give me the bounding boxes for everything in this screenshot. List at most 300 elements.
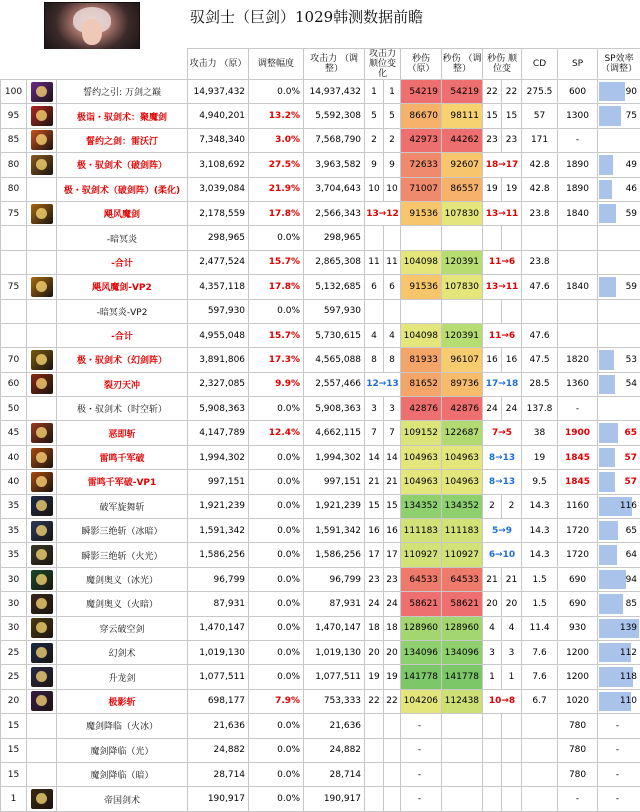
dps-orig-cell — [401, 299, 442, 323]
adjust-cell: 0.0% — [249, 80, 304, 104]
cd-cell: 47.5 — [522, 348, 558, 372]
sp-eff-value: 59 — [626, 209, 637, 219]
dps-rank-adj: 2 — [502, 494, 522, 518]
skill-icon-cell — [27, 275, 57, 299]
table-row — [1, 543, 640, 567]
sp-cell: 1820 — [558, 348, 598, 372]
skill-name: 魔剑奥义（冰光） — [57, 567, 188, 591]
atk-orig-cell: 597,930 — [188, 299, 249, 323]
sp-eff-bar — [599, 472, 615, 491]
dps-rank-orig — [483, 226, 502, 250]
dps-rank-adj: 16 — [502, 348, 522, 372]
skill-name: 雷鸣千军破-VP1 — [57, 470, 188, 494]
skill-icon-cell — [27, 372, 57, 396]
atk-rank-orig: 20 — [365, 640, 384, 664]
atk-orig-cell: 21,636 — [188, 714, 249, 738]
atk-rank-adj: 8 — [384, 348, 401, 372]
dps-rank-orig: 1 — [483, 665, 502, 689]
skill-name: 魔剑降临（火冰） — [57, 714, 188, 738]
level-cell: 35 — [1, 494, 27, 518]
skill-icon-cell — [27, 787, 57, 811]
atk-orig-cell: 4,147,789 — [188, 421, 249, 445]
atk-rank-orig: 10 — [365, 177, 384, 201]
skill-icon-cell — [27, 299, 57, 323]
dps-orig-cell: 81933 — [401, 348, 442, 372]
sp-eff-bar — [599, 155, 613, 174]
sp-eff-cell — [598, 201, 640, 225]
table-row — [1, 397, 640, 421]
table-row — [1, 445, 640, 469]
dps-adj-cell: 54219 — [442, 80, 483, 104]
atk-rank-orig — [365, 762, 384, 786]
sp-eff-cell — [598, 104, 640, 128]
dps-orig-cell: 104098 — [401, 250, 442, 274]
table-row — [1, 738, 640, 762]
level-cell: 60 — [1, 372, 27, 396]
skill-icon-cell — [27, 519, 57, 543]
atk-orig-cell: 1,591,342 — [188, 519, 249, 543]
skill-icon — [31, 643, 53, 663]
atk-rank-orig: 24 — [365, 592, 384, 616]
dps-rank-orig: 21 — [483, 567, 502, 591]
skill-name: 极影斩 — [57, 689, 188, 713]
sp-eff-cell — [598, 665, 640, 689]
dps-adj-cell — [442, 787, 483, 811]
dps-rank-adj: 19 — [502, 177, 522, 201]
dps-rank-adj — [502, 299, 522, 323]
adjust-cell: 0.0% — [249, 787, 304, 811]
sp-eff-bar — [599, 570, 626, 589]
dps-rank-orig: 16 — [483, 348, 502, 372]
atk-rank-adj: 7 — [384, 421, 401, 445]
skill-name: 极・驭剑术（破剑阵） — [57, 153, 188, 177]
sp-cell: - — [558, 397, 598, 421]
dps-adj-cell — [442, 226, 483, 250]
sp-eff-value: 57 — [625, 477, 638, 487]
cd-cell: 38 — [522, 421, 558, 445]
atk-rank-adj: 6 — [384, 275, 401, 299]
level-cell: 15 — [1, 738, 27, 762]
table-row — [1, 640, 640, 664]
dps-rank-orig: 3 — [483, 640, 502, 664]
atk-adj-cell: 1,994,302 — [304, 445, 365, 469]
dps-rank-change: 8→13 — [483, 445, 522, 469]
skill-icon — [31, 789, 53, 809]
dps-adj-cell: 112438 — [442, 689, 483, 713]
table-row — [1, 153, 640, 177]
dps-rank-adj: 20 — [502, 592, 522, 616]
atk-rank-adj: 16 — [384, 519, 401, 543]
atk-rank-adj — [384, 714, 401, 738]
cd-cell: 137.8 — [522, 397, 558, 421]
atk-adj-cell: 28,714 — [304, 762, 365, 786]
atk-rank-adj — [384, 762, 401, 786]
atk-orig-cell: 96,799 — [188, 567, 249, 591]
atk-orig-cell: 7,348,340 — [188, 128, 249, 152]
dps-orig-cell: 54219 — [401, 80, 442, 104]
sp-eff-value: 65 — [625, 428, 638, 438]
skill-icon-cell — [27, 348, 57, 372]
skill-name: -合计 — [57, 250, 188, 274]
table-row — [1, 665, 640, 689]
atk-rank-adj: 2 — [384, 128, 401, 152]
dps-orig-cell — [401, 226, 442, 250]
dps-orig-cell: 128960 — [401, 616, 442, 640]
cd-cell — [522, 787, 558, 811]
atk-orig-cell: 190,917 — [188, 787, 249, 811]
atk-orig-cell: 3,039,084 — [188, 177, 249, 201]
sp-eff-bar — [599, 521, 618, 540]
skill-name: 恶即斩 — [57, 421, 188, 445]
atk-rank-orig: 11 — [365, 250, 384, 274]
atk-rank-orig: 4 — [365, 323, 384, 347]
cd-cell — [522, 299, 558, 323]
dps-adj-cell: 107830 — [442, 275, 483, 299]
dps-adj-cell: 86557 — [442, 177, 483, 201]
cd-cell: 23.8 — [522, 201, 558, 225]
skill-icon-cell — [27, 104, 57, 128]
atk-adj-cell: 597,930 — [304, 299, 365, 323]
dps-rank-orig — [483, 714, 502, 738]
sp-cell: 1200 — [558, 665, 598, 689]
sp-cell: 1300 — [558, 104, 598, 128]
cd-cell: 1.5 — [522, 567, 558, 591]
skill-name: 幻剑术 — [57, 640, 188, 664]
sp-cell: 1020 — [558, 689, 598, 713]
table-row — [1, 275, 640, 299]
dps-rank-orig: 23 — [483, 128, 502, 152]
adjust-cell: 0.0% — [249, 470, 304, 494]
table-row — [1, 323, 640, 347]
skill-icon-cell — [27, 567, 57, 591]
header-atk-orig: 攻击力 （原） — [188, 49, 249, 80]
dps-adj-cell: 134096 — [442, 640, 483, 664]
dps-rank-adj: 3 — [502, 640, 522, 664]
dps-rank-orig: 24 — [483, 397, 502, 421]
skill-icon-cell — [27, 616, 57, 640]
skill-icon — [31, 130, 53, 150]
atk-orig-cell: 298,965 — [188, 226, 249, 250]
skill-icon-cell — [27, 128, 57, 152]
skill-icon-cell — [27, 323, 57, 347]
dps-adj-cell — [442, 762, 483, 786]
adjust-cell: 0.0% — [249, 665, 304, 689]
atk-rank-adj: 22 — [384, 689, 401, 713]
header-cd: CD — [522, 49, 558, 80]
dps-orig-cell: 42973 — [401, 128, 442, 152]
dps-orig-cell: 71007 — [401, 177, 442, 201]
dps-adj-cell: 96107 — [442, 348, 483, 372]
skill-name: 魔剑降临（暗） — [57, 762, 188, 786]
level-cell: 40 — [1, 445, 27, 469]
level-cell: 35 — [1, 543, 27, 567]
table-row — [1, 348, 640, 372]
dps-adj-cell: 128960 — [442, 616, 483, 640]
dps-orig-cell: - — [401, 787, 442, 811]
dps-rank-orig: 22 — [483, 80, 502, 104]
sp-eff-bar — [599, 277, 616, 296]
sp-cell: 1200 — [558, 640, 598, 664]
atk-rank-orig: 18 — [365, 616, 384, 640]
atk-adj-cell: 5,908,363 — [304, 397, 365, 421]
adjust-cell: 12.4% — [249, 421, 304, 445]
header-blank — [1, 49, 188, 80]
dps-orig-cell: 110927 — [401, 543, 442, 567]
cd-cell: 14.3 — [522, 519, 558, 543]
sp-eff-cell — [598, 348, 640, 372]
table-row — [1, 787, 640, 811]
atk-rank-orig: 22 — [365, 689, 384, 713]
atk-adj-cell: 298,965 — [304, 226, 365, 250]
sp-eff-value: 85 — [626, 599, 637, 609]
table-row — [1, 714, 640, 738]
table-row — [1, 104, 640, 128]
level-cell: 30 — [1, 567, 27, 591]
atk-rank-adj: 5 — [384, 104, 401, 128]
atk-rank-orig: 6 — [365, 275, 384, 299]
skill-icon — [31, 496, 53, 516]
skill-icon — [31, 374, 53, 394]
sp-eff-value: 57 — [625, 453, 638, 463]
skill-icon-cell — [27, 445, 57, 469]
header-dps-adj: 秒伤 （调整） — [442, 49, 483, 80]
dps-adj-cell: 64533 — [442, 567, 483, 591]
atk-rank-orig: 23 — [365, 567, 384, 591]
skill-data-table — [0, 48, 640, 812]
dps-orig-cell: 104098 — [401, 323, 442, 347]
sp-cell: 690 — [558, 592, 598, 616]
dps-rank-adj: 4 — [502, 616, 522, 640]
cd-cell: 11.4 — [522, 616, 558, 640]
dps-adj-cell: 92607 — [442, 153, 483, 177]
cd-cell — [522, 762, 558, 786]
table-row — [1, 494, 640, 518]
sp-cell: 1720 — [558, 519, 598, 543]
dps-adj-cell: 58621 — [442, 592, 483, 616]
atk-rank-adj: 24 — [384, 592, 401, 616]
atk-rank-adj: 23 — [384, 567, 401, 591]
dps-rank-change: 6→10 — [483, 543, 522, 567]
skill-name: 魔剑降临（光） — [57, 738, 188, 762]
skill-name: 极诣・驭剑术：聚魔剑 — [57, 104, 188, 128]
dps-rank-adj: 1 — [502, 665, 522, 689]
dps-adj-cell: 111183 — [442, 519, 483, 543]
sp-eff-cell — [598, 397, 640, 421]
cd-cell: 6.7 — [522, 689, 558, 713]
table-row — [1, 80, 640, 104]
cd-cell: 57 — [522, 104, 558, 128]
atk-rank-orig: 16 — [365, 519, 384, 543]
adjust-cell: 13.2% — [249, 104, 304, 128]
sp-eff-cell — [598, 494, 640, 518]
dps-orig-cell: - — [401, 738, 442, 762]
atk-rank-adj: 4 — [384, 323, 401, 347]
atk-adj-cell: 1,077,511 — [304, 665, 365, 689]
dps-rank-change: 13→11 — [483, 275, 522, 299]
dps-orig-cell: 109152 — [401, 421, 442, 445]
atk-rank-adj: 1 — [384, 80, 401, 104]
atk-rank-orig: 17 — [365, 543, 384, 567]
sp-eff-bar — [599, 180, 612, 199]
dps-orig-cell: 64533 — [401, 567, 442, 591]
atk-orig-cell: 1,921,239 — [188, 494, 249, 518]
atk-orig-cell: 87,931 — [188, 592, 249, 616]
skill-name: 穿云破空剑 — [57, 616, 188, 640]
adjust-cell: 3.0% — [249, 128, 304, 152]
adjust-cell: 0.0% — [249, 299, 304, 323]
sp-eff-bar — [599, 106, 621, 125]
skill-icon-cell — [27, 250, 57, 274]
atk-rank-orig: 14 — [365, 445, 384, 469]
dps-rank-orig: 19 — [483, 177, 502, 201]
adjust-cell: 15.7% — [249, 250, 304, 274]
sp-eff-value: 46 — [626, 184, 637, 194]
atk-adj-cell: 4,565,088 — [304, 348, 365, 372]
dps-rank-orig — [483, 738, 502, 762]
skill-icon-cell — [27, 592, 57, 616]
header-dps-orig: 秒伤 （原） — [401, 49, 442, 80]
atk-rank-orig: 5 — [365, 104, 384, 128]
skill-icon — [31, 618, 53, 638]
skill-icon — [31, 204, 53, 224]
dps-orig-cell: 81652 — [401, 372, 442, 396]
sp-eff-cell — [598, 470, 640, 494]
sp-cell: 780 — [558, 738, 598, 762]
atk-rank-orig — [365, 738, 384, 762]
sp-cell: 780 — [558, 762, 598, 786]
sp-eff-value: - — [616, 721, 619, 731]
sp-eff-bar — [599, 350, 614, 369]
skill-name: 魔剑奥义（火暗） — [57, 592, 188, 616]
sp-eff-value: 112 — [620, 648, 637, 658]
atk-adj-cell: 2,557,466 — [304, 372, 365, 396]
sp-eff-cell — [598, 592, 640, 616]
sp-eff-value: 75 — [626, 111, 637, 121]
atk-rank-orig: 2 — [365, 128, 384, 152]
sp-cell: 1845 — [558, 445, 598, 469]
skill-icon — [31, 448, 53, 468]
skill-name: -暗冥炎 — [57, 226, 188, 250]
sp-eff-value: - — [616, 770, 619, 780]
header-sp: SP — [558, 49, 598, 80]
atk-orig-cell: 3,891,806 — [188, 348, 249, 372]
dps-rank-orig — [483, 299, 502, 323]
sp-eff-value: 118 — [620, 672, 637, 682]
table-row — [1, 177, 640, 201]
atk-rank-adj: 9 — [384, 153, 401, 177]
sp-eff-cell — [598, 689, 640, 713]
skill-icon — [31, 521, 53, 541]
cd-cell: 7.6 — [522, 665, 558, 689]
skill-icon — [31, 594, 53, 614]
sp-eff-cell — [598, 80, 640, 104]
dps-adj-cell — [442, 714, 483, 738]
table-row — [1, 250, 640, 274]
skill-icon-cell — [27, 689, 57, 713]
atk-orig-cell: 4,357,118 — [188, 275, 249, 299]
table-row — [1, 470, 640, 494]
dps-rank-orig: 15 — [483, 104, 502, 128]
level-cell: 35 — [1, 519, 27, 543]
skill-name: 誓约之剑：雷沃汀 — [57, 128, 188, 152]
atk-orig-cell: 14,937,432 — [188, 80, 249, 104]
adjust-cell: 21.9% — [249, 177, 304, 201]
skill-name: -暗冥炎-VP2 — [57, 299, 188, 323]
adjust-cell: 17.8% — [249, 275, 304, 299]
dps-rank-orig: 2 — [483, 494, 502, 518]
cd-cell: 9.5 — [522, 470, 558, 494]
atk-orig-cell: 3,108,692 — [188, 153, 249, 177]
table-body — [1, 80, 640, 812]
sp-cell — [558, 299, 598, 323]
adjust-cell: 0.0% — [249, 616, 304, 640]
header-sp-eff: SP效率 （调整） — [598, 49, 640, 80]
level-cell: 25 — [1, 640, 27, 664]
atk-rank-adj — [384, 738, 401, 762]
sp-eff-value: 59 — [626, 282, 637, 292]
level-cell — [1, 299, 27, 323]
adjust-cell: 9.9% — [249, 372, 304, 396]
dps-rank-change: 7→5 — [483, 421, 522, 445]
dps-adj-cell: 120391 — [442, 323, 483, 347]
dps-rank-orig — [483, 762, 502, 786]
level-cell: 100 — [1, 80, 27, 104]
sp-eff-cell — [598, 543, 640, 567]
sp-eff-cell — [598, 299, 640, 323]
level-cell — [1, 323, 27, 347]
atk-adj-cell: 24,882 — [304, 738, 365, 762]
atk-rank-orig: 15 — [365, 494, 384, 518]
level-cell: 75 — [1, 275, 27, 299]
skill-icon-cell — [27, 494, 57, 518]
atk-rank-adj: 18 — [384, 616, 401, 640]
skill-icon — [31, 691, 53, 711]
skill-name: 破军旋舞斩 — [57, 494, 188, 518]
adjust-cell: 0.0% — [249, 543, 304, 567]
skill-name: 升龙剑 — [57, 665, 188, 689]
atk-adj-cell: 87,931 — [304, 592, 365, 616]
table-row — [1, 372, 640, 396]
dps-rank-adj — [502, 787, 522, 811]
sp-cell: 690 — [558, 567, 598, 591]
atk-adj-cell: 96,799 — [304, 567, 365, 591]
sp-cell: 1160 — [558, 494, 598, 518]
sp-cell — [558, 250, 598, 274]
atk-orig-cell: 2,327,085 — [188, 372, 249, 396]
atk-adj-cell: 1,019,130 — [304, 640, 365, 664]
sp-cell: 1845 — [558, 470, 598, 494]
table-row — [1, 762, 640, 786]
skill-icon — [31, 545, 53, 565]
dps-adj-cell: 107830 — [442, 201, 483, 225]
cd-cell: 47.6 — [522, 323, 558, 347]
atk-rank-adj: 17 — [384, 543, 401, 567]
table-row — [1, 201, 640, 225]
sp-cell: 1360 — [558, 372, 598, 396]
level-cell: 30 — [1, 592, 27, 616]
adjust-cell: 0.0% — [249, 640, 304, 664]
sp-eff-cell — [598, 762, 640, 786]
level-cell: 30 — [1, 616, 27, 640]
skill-icon — [31, 423, 53, 443]
cd-cell: 275.5 — [522, 80, 558, 104]
skill-icon — [31, 472, 53, 492]
dps-orig-cell: 104963 — [401, 445, 442, 469]
dps-adj-cell: 104963 — [442, 470, 483, 494]
atk-rank-orig: 3 — [365, 397, 384, 421]
dps-adj-cell: 104963 — [442, 445, 483, 469]
dps-rank-adj: 22 — [502, 80, 522, 104]
